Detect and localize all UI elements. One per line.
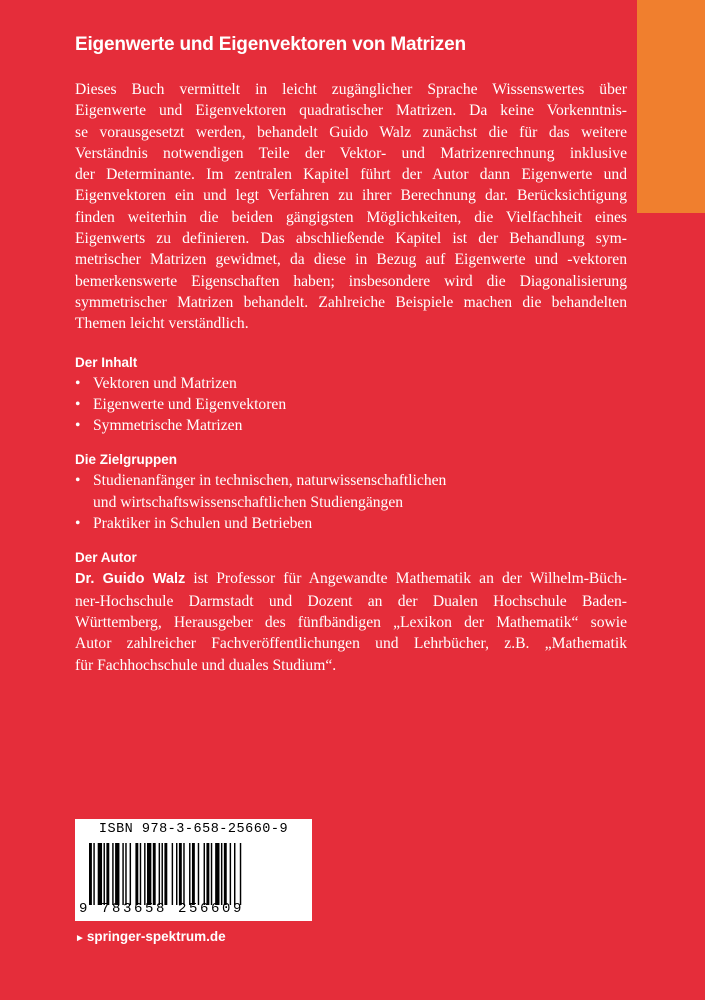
barcode-bar — [234, 843, 235, 905]
arrow-right-icon: ► — [75, 933, 85, 944]
barcode-bar — [215, 843, 219, 905]
barcode-bar — [104, 843, 105, 905]
barcode-bar — [164, 843, 167, 905]
barcode-bar — [140, 843, 141, 905]
list-item — [75, 470, 627, 513]
author-bio-line: Autor zahlreicher Fachveröffentlichungen und Lehrbücher, z.B. „Mathematik — [75, 635, 627, 653]
barcode-bar — [125, 843, 126, 905]
barcode-bar — [159, 843, 160, 905]
barcode-bar — [240, 843, 241, 905]
description-line: Eigenwerts zu definieren. Das abschließende Kapitel ist der Behandlung sym- — [75, 230, 627, 248]
description-line: Eigenwerte und Eigenvektoren quadratischer Matrizen. Da keine Vorkenntnis- — [75, 102, 627, 120]
barcode-bar — [153, 843, 156, 905]
description-line: der Determinante. Im zentralen Kapitel führt der Autor dann Eigenwerte und — [75, 166, 627, 184]
ean-digits: 9 783658 256609 — [79, 901, 245, 917]
list-item: • Eigenwerte und Eigenvektoren — [75, 394, 627, 415]
author-name: Dr. Guido Walz — [75, 571, 186, 588]
barcode-bar — [144, 843, 145, 905]
list-item: • Vektoren und Matrizen — [75, 373, 627, 394]
list-item-line: und wirtschaftswissenschaftlichen Studiengängen — [93, 493, 404, 511]
author-bio-line: für Fachhochschule und duales Studium“. — [75, 656, 337, 674]
author-bio-text: ist Professor für Angewandte Mathematik an der Wilhelm-Büch- — [185, 570, 628, 588]
barcode-bar — [176, 843, 177, 905]
barcode-bar — [115, 843, 119, 905]
list-item: • Praktiker in Schulen und Betrieben — [75, 513, 627, 534]
barcode-bar — [93, 843, 94, 905]
barcode-bar — [183, 843, 184, 905]
barcode-bar — [122, 843, 123, 905]
description-line: metrischer Matrizen gewidmet, da diese in Bezug auf Eigenwerte und -vektoren — [75, 251, 627, 269]
barcode-bar — [179, 843, 182, 905]
barcode-bar — [106, 843, 109, 905]
content-area — [75, 79, 627, 676]
section-heading-autor: Der Autor — [75, 550, 137, 566]
section-heading-inhalt: Der Inhalt — [75, 354, 138, 370]
barcode-bar — [204, 843, 205, 905]
author-bio-line: ner-Hochschule Darmstadt und Dozent an der Dualen Hochschule Baden- — [75, 592, 627, 610]
description-line: Verständnis notwendigen Teile der Vektor- und Matrizenrechnung inklusive — [75, 144, 627, 162]
barcode-bar — [189, 843, 190, 905]
inhalt-list — [75, 373, 627, 437]
barcode-bar — [112, 843, 113, 905]
description-line: finden weiterhin die beiden gängigsten Möglichkeiten, die Vielfachheit eines — [75, 208, 627, 226]
barcode-bar — [162, 843, 163, 905]
barcode-bar — [230, 843, 231, 905]
description-line: Eigenvektoren ein und legt Verfahren zu ihrer Berechnung dar. Berücksichtigung — [75, 187, 627, 205]
publisher-website[interactable] — [75, 929, 226, 944]
description-line: bemerkenswerte Eigenschaften haben; insbesondere wird die Diagonalisierung — [75, 272, 627, 290]
isbn-barcode — [75, 819, 312, 921]
barcode-bars — [89, 843, 298, 905]
barcode-bar — [130, 843, 131, 905]
list-item-line: Studienanfänger in technischen, naturwissenschaftlichen — [93, 472, 447, 490]
zielgruppen-list — [75, 470, 627, 534]
barcode-bar — [192, 843, 195, 905]
author-bio-line: Württemberg, Herausgeber des fünfbändigen „Lexikon der Mathematik“ sowie — [75, 613, 627, 631]
barcode-bar — [89, 843, 92, 905]
barcode-bar — [172, 843, 173, 905]
description-line: Themen leicht verständlich. — [75, 315, 249, 333]
book-title: Eigenwerte und Eigenvektoren von Matrizen — [75, 34, 466, 55]
section-heading-zielgruppen: Die Zielgruppen — [75, 452, 178, 468]
barcode-bar — [135, 843, 138, 905]
description-line: Dieses Buch vermittelt in leicht zugänglicher Sprache Wissenswertes über — [75, 81, 627, 98]
description-line: symmetrischer Matrizen behandelt. Zahlreiche Beispiele machen die behandelten — [75, 293, 627, 311]
book-description — [75, 79, 627, 335]
barcode-bar — [224, 843, 227, 905]
author-bio-line — [75, 568, 627, 590]
barcode-bar — [211, 843, 212, 905]
orange-color-tab — [637, 0, 705, 213]
website-label: springer-spektrum.de — [86, 929, 226, 944]
barcode-bar — [98, 843, 102, 905]
isbn-text: ISBN 978-3-658-25660-9 — [98, 822, 289, 837]
list-item: • Symmetrische Matrizen — [75, 415, 627, 436]
author-bio — [75, 568, 627, 675]
barcode-bar — [198, 843, 199, 905]
barcode-bar — [206, 843, 209, 905]
barcode-bar — [221, 843, 222, 905]
description-line: se vorausgesetzt werden, behandelt Guido Walz zunächst die für das weitere — [75, 123, 627, 141]
barcode-bar — [147, 843, 151, 905]
